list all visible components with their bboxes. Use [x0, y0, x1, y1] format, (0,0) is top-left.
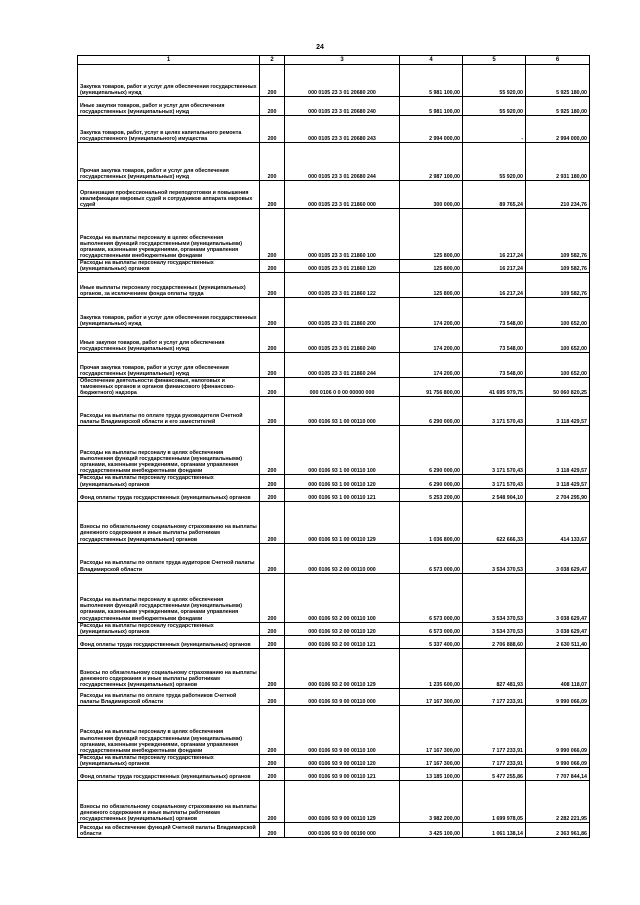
budget-classification-code: 000 0106 0 0 00 00000 000 — [285, 378, 400, 397]
row-label: Закупка товаров, работ, услуг в целях капитального ремонта государственного (муниципального) имущества — [78, 116, 260, 143]
budget-classification-code: 000 0106 93 2 00 00110 121 — [285, 635, 400, 648]
table-row — [78, 260, 590, 273]
row-label: Взносы по обязательному социальному страхованию на выплаты денежного содержания и иные выплаты работникам государственных (муниципальных) органов — [78, 648, 260, 688]
unexecuted-amount: 9 990 066,09 — [526, 705, 590, 754]
unexecuted-amount: 5 925 180,00 — [526, 97, 590, 116]
table-row — [78, 635, 590, 648]
unexecuted-amount: 9 990 066,09 — [526, 754, 590, 767]
budget-classification-code: 000 0106 93 1 00 00110 120 — [285, 475, 400, 488]
executed-amount: 41 695 979,75 — [463, 378, 526, 397]
row-label: Расходы на выплаты персоналу в целях обеспечения выполнения функций государственными (муниципальными) органами, казенными учреждениями, органами управления государственными внебюджетными фондами — [78, 426, 260, 475]
executed-amount: 1 699 978,05 — [463, 781, 526, 823]
budget-classification-code: 000 0106 93 2 00 00110 120 — [285, 622, 400, 635]
table-row — [78, 475, 590, 488]
approved-amount: 1 036 800,00 — [400, 501, 463, 543]
line-code: 200 — [260, 378, 285, 397]
row-label: Фонд оплаты труда государственных (муниципальных) органов — [78, 768, 260, 781]
approved-amount: 5 253 200,00 — [400, 488, 463, 501]
unexecuted-amount: 5 925 180,00 — [526, 65, 590, 97]
row-label: Иные закупки товаров, работ и услуг для обеспечения государственных (муниципальных) нужд — [78, 328, 260, 353]
line-code: 200 — [260, 65, 285, 97]
executed-amount: 1 061 138,14 — [463, 823, 526, 838]
unexecuted-amount: 3 118 429,57 — [526, 397, 590, 426]
budget-classification-code: 000 0106 93 1 00 00110 000 — [285, 397, 400, 426]
budget-classification-code: 000 0106 93 9 00 00110 000 — [285, 688, 400, 705]
executed-amount: 55 920,00 — [463, 65, 526, 97]
executed-amount: 7 177 233,91 — [463, 754, 526, 767]
row-label: Расходы на выплаты по оплате труда руководителя Счетной палаты Владимирской области и его заместителей — [78, 397, 260, 426]
row-label: Взносы по обязательному социальному страхованию на выплаты денежного содержания и иные выплаты работникам государственных (муниципальных) органов — [78, 781, 260, 823]
row-label: Расходы на выплаты персоналу в целях обеспечения выполнения функций государственными (муниципальными) органами, казенными учреждениями, органами управления государственными внебюджетными фондами — [78, 209, 260, 260]
table-header-row — [78, 56, 590, 65]
table-row — [78, 768, 590, 781]
approved-amount: 6 573 000,00 — [400, 543, 463, 573]
table-row — [78, 298, 590, 328]
approved-amount: 6 290 000,00 — [400, 475, 463, 488]
executed-amount: 55 920,00 — [463, 97, 526, 116]
approved-amount: 17 167 300,00 — [400, 754, 463, 767]
row-label: Расходы на выплаты персоналу в целях обеспечения выполнения функций государственными (муниципальными) органами, казенными учреждениями, органами управления государственными внебюджетными фондами — [78, 705, 260, 754]
line-code: 200 — [260, 353, 285, 378]
row-label: Прочая закупка товаров, работ и услуг для обеспечения государственных (муниципальных) нужд — [78, 353, 260, 378]
row-label: Расходы на выплаты персоналу в целях обеспечения выполнения функций государственными (муниципальными) органами, казенными учреждениями, органами управления государственными внебюджетными фондами — [78, 573, 260, 622]
unexecuted-amount: 109 582,76 — [526, 209, 590, 260]
executed-amount: 16 217,24 — [463, 260, 526, 273]
budget-classification-code: 000 0105 23 3 01 21860 244 — [285, 353, 400, 378]
approved-amount: 2 987 100,00 — [400, 143, 463, 181]
executed-amount: 827 481,93 — [463, 648, 526, 688]
unexecuted-amount: 2 704 295,90 — [526, 488, 590, 501]
line-code: 200 — [260, 298, 285, 328]
budget-classification-code: 000 0106 93 1 00 00110 129 — [285, 501, 400, 543]
budget-classification-code: 000 0105 23 3 01 20680 200 — [285, 65, 400, 97]
approved-amount: 5 981 100,00 — [400, 65, 463, 97]
row-label: Прочая закупка товаров, работ и услуг для обеспечения государственных (муниципальных) нужд — [78, 143, 260, 181]
unexecuted-amount: 408 118,07 — [526, 648, 590, 688]
row-label: Иные выплаты персоналу государственных (муниципальных) органов, за исключением фонда оплаты труда — [78, 273, 260, 298]
approved-amount: 6 573 000,00 — [400, 573, 463, 622]
executed-amount: 7 177 233,91 — [463, 688, 526, 705]
budget-classification-code: 000 0105 23 3 01 20680 244 — [285, 143, 400, 181]
executed-amount: 89 765,24 — [463, 181, 526, 209]
unexecuted-amount: 2 994 000,00 — [526, 116, 590, 143]
table-row — [78, 65, 590, 97]
table-row — [78, 353, 590, 378]
line-code: 200 — [260, 635, 285, 648]
executed-amount: 73 548,00 — [463, 328, 526, 353]
table-row — [78, 488, 590, 501]
line-code: 200 — [260, 768, 285, 781]
column-header: 4 — [400, 56, 463, 65]
table-row — [78, 622, 590, 635]
executed-amount: 622 666,33 — [463, 501, 526, 543]
unexecuted-amount: 2 931 180,00 — [526, 143, 590, 181]
budget-classification-code: 000 0105 23 3 01 21860 200 — [285, 298, 400, 328]
budget-classification-code: 000 0106 93 9 00 00190 000 — [285, 823, 400, 838]
row-label: Расходы на выплаты персоналу государственных (муниципальных) органов — [78, 475, 260, 488]
unexecuted-amount: 100 652,00 — [526, 298, 590, 328]
table-row — [78, 143, 590, 181]
table-row — [78, 328, 590, 353]
unexecuted-amount: 2 282 221,95 — [526, 781, 590, 823]
line-code: 200 — [260, 209, 285, 260]
unexecuted-amount: 3 038 629,47 — [526, 543, 590, 573]
budget-classification-code: 000 0105 23 3 01 20680 240 — [285, 97, 400, 116]
unexecuted-amount: 2 630 511,40 — [526, 635, 590, 648]
column-header: 3 — [285, 56, 400, 65]
approved-amount: 91 756 800,00 — [400, 378, 463, 397]
executed-amount: 3 534 370,53 — [463, 622, 526, 635]
line-code: 200 — [260, 688, 285, 705]
budget-classification-code: 000 0106 93 9 00 00110 121 — [285, 768, 400, 781]
table-row — [78, 397, 590, 426]
unexecuted-amount: 3 038 629,47 — [526, 573, 590, 622]
unexecuted-amount: 109 582,76 — [526, 260, 590, 273]
row-label: Фонд оплаты труда государственных (муниципальных) органов — [78, 635, 260, 648]
unexecuted-amount: 3 118 429,57 — [526, 475, 590, 488]
row-label: Фонд оплаты труда государственных (муниципальных) органов — [78, 488, 260, 501]
unexecuted-amount: 2 363 961,86 — [526, 823, 590, 838]
unexecuted-amount: 3 038 629,47 — [526, 622, 590, 635]
approved-amount: 174 200,00 — [400, 298, 463, 328]
line-code: 200 — [260, 273, 285, 298]
budget-classification-code: 000 0105 23 3 01 21860 100 — [285, 209, 400, 260]
line-code: 200 — [260, 181, 285, 209]
line-code: 200 — [260, 573, 285, 622]
table-row — [78, 209, 590, 260]
unexecuted-amount: 100 652,00 — [526, 328, 590, 353]
row-label: Взносы по обязательному социальному страхованию на выплаты денежного содержания и иные выплаты работникам государственных (муниципальных) органов — [78, 501, 260, 543]
line-code: 200 — [260, 397, 285, 426]
row-label: Иные закупки товаров, работ и услуг для обеспечения государственных (муниципальных) нужд — [78, 97, 260, 116]
table-row — [78, 573, 590, 622]
row-label: Расходы на обеспечение функций Счетной палаты Владимирской области — [78, 823, 260, 838]
approved-amount: 300 000,00 — [400, 181, 463, 209]
executed-amount: 55 920,00 — [463, 143, 526, 181]
line-code: 200 — [260, 260, 285, 273]
budget-classification-code: 000 0105 23 3 01 20680 243 — [285, 116, 400, 143]
budget-classification-code: 000 0105 23 3 01 21860 000 — [285, 181, 400, 209]
executed-amount: 16 217,24 — [463, 273, 526, 298]
table-row — [78, 648, 590, 688]
budget-classification-code: 000 0106 93 2 00 00110 129 — [285, 648, 400, 688]
executed-amount: - — [463, 116, 526, 143]
executed-amount: 2 706 888,60 — [463, 635, 526, 648]
line-code: 200 — [260, 705, 285, 754]
line-code: 200 — [260, 488, 285, 501]
table-row — [78, 543, 590, 573]
budget-classification-code: 000 0106 93 9 00 00110 100 — [285, 705, 400, 754]
row-label: Расходы на выплаты персоналу государственных (муниципальных) органов — [78, 260, 260, 273]
approved-amount: 5 337 400,00 — [400, 635, 463, 648]
line-code: 200 — [260, 648, 285, 688]
budget-classification-code: 000 0106 93 2 00 00110 100 — [285, 573, 400, 622]
table-row — [78, 823, 590, 838]
row-label: Обеспечение деятельности финансовых, налоговых и таможенных органов и органов финансового (финансово-бюджетного) надзора — [78, 378, 260, 397]
unexecuted-amount: 210 234,76 — [526, 181, 590, 209]
table-row — [78, 273, 590, 298]
executed-amount: 3 171 570,43 — [463, 475, 526, 488]
column-header: 2 — [260, 56, 285, 65]
budget-classification-code: 000 0105 23 3 01 21860 240 — [285, 328, 400, 353]
executed-amount: 3 171 570,43 — [463, 426, 526, 475]
row-label: Расходы на выплаты персоналу государственных (муниципальных) органов — [78, 754, 260, 767]
budget-classification-code: 000 0106 93 2 00 00110 000 — [285, 543, 400, 573]
approved-amount: 6 290 000,00 — [400, 426, 463, 475]
line-code: 200 — [260, 823, 285, 838]
executed-amount: 3 534 370,53 — [463, 543, 526, 573]
row-label: Расходы на выплаты по оплате труда аудиторов Счетной палаты Владимирской области — [78, 543, 260, 573]
approved-amount: 6 290 000,00 — [400, 397, 463, 426]
approved-amount: 6 573 000,00 — [400, 622, 463, 635]
executed-amount: 5 477 255,86 — [463, 768, 526, 781]
unexecuted-amount: 50 060 820,25 — [526, 378, 590, 397]
approved-amount: 174 200,00 — [400, 353, 463, 378]
approved-amount: 17 167 300,00 — [400, 705, 463, 754]
line-code: 200 — [260, 143, 285, 181]
approved-amount: 125 800,00 — [400, 209, 463, 260]
line-code: 200 — [260, 501, 285, 543]
unexecuted-amount: 414 133,67 — [526, 501, 590, 543]
row-label: Расходы на выплаты персоналу государственных (муниципальных) органов — [78, 622, 260, 635]
executed-amount: 16 217,24 — [463, 209, 526, 260]
executed-amount: 2 548 904,10 — [463, 488, 526, 501]
column-header: 1 — [78, 56, 260, 65]
table-row — [78, 754, 590, 767]
table-row — [78, 501, 590, 543]
line-code: 200 — [260, 475, 285, 488]
line-code: 200 — [260, 622, 285, 635]
approved-amount: 17 167 300,00 — [400, 688, 463, 705]
approved-amount: 2 994 000,00 — [400, 116, 463, 143]
table-row — [78, 781, 590, 823]
approved-amount: 3 982 200,00 — [400, 781, 463, 823]
executed-amount: 7 177 233,91 — [463, 705, 526, 754]
budget-classification-code: 000 0105 23 3 01 21860 122 — [285, 273, 400, 298]
table-row — [78, 426, 590, 475]
table-body — [78, 56, 590, 838]
row-label: Закупка товаров, работ и услуг для обеспечения государственных (муниципальных) нужд — [78, 298, 260, 328]
row-label: Организация профессиональной переподготовки и повышения квалификации мировых судей и сотрудников аппарата мировых судей — [78, 181, 260, 209]
page-number: 24 — [316, 44, 324, 51]
table-row — [78, 181, 590, 209]
executed-amount: 3 534 370,53 — [463, 573, 526, 622]
approved-amount: 5 981 100,00 — [400, 97, 463, 116]
line-code: 200 — [260, 543, 285, 573]
executed-amount: 73 548,00 — [463, 298, 526, 328]
budget-classification-code: 000 0105 23 3 01 21860 120 — [285, 260, 400, 273]
budget-execution-table — [77, 55, 590, 838]
unexecuted-amount: 9 990 066,09 — [526, 688, 590, 705]
executed-amount: 73 548,00 — [463, 353, 526, 378]
column-header: 5 — [463, 56, 526, 65]
row-label: Закупка товаров, работ и услуг для обеспечения государственных (муниципальных) нужд — [78, 65, 260, 97]
table-row — [78, 378, 590, 397]
budget-classification-code: 000 0106 93 9 00 00110 129 — [285, 781, 400, 823]
column-header: 6 — [526, 56, 590, 65]
approved-amount: 125 800,00 — [400, 260, 463, 273]
approved-amount: 1 235 600,00 — [400, 648, 463, 688]
line-code: 200 — [260, 781, 285, 823]
table-row — [78, 688, 590, 705]
budget-classification-code: 000 0106 93 1 00 00110 121 — [285, 488, 400, 501]
approved-amount: 174 200,00 — [400, 328, 463, 353]
line-code: 200 — [260, 426, 285, 475]
budget-classification-code: 000 0106 93 1 00 00110 100 — [285, 426, 400, 475]
table-row — [78, 97, 590, 116]
unexecuted-amount: 3 118 429,57 — [526, 426, 590, 475]
line-code: 200 — [260, 97, 285, 116]
approved-amount: 3 425 100,00 — [400, 823, 463, 838]
table-row — [78, 705, 590, 754]
budget-classification-code: 000 0106 93 9 00 00110 120 — [285, 754, 400, 767]
line-code: 200 — [260, 754, 285, 767]
unexecuted-amount: 7 707 844,14 — [526, 768, 590, 781]
line-code: 200 — [260, 116, 285, 143]
line-code: 200 — [260, 328, 285, 353]
unexecuted-amount: 109 582,76 — [526, 273, 590, 298]
unexecuted-amount: 100 652,00 — [526, 353, 590, 378]
approved-amount: 13 185 100,00 — [400, 768, 463, 781]
row-label: Расходы на выплаты по оплате труда работников Счетной палаты Владимирской области — [78, 688, 260, 705]
table-row — [78, 116, 590, 143]
executed-amount: 3 171 570,43 — [463, 397, 526, 426]
approved-amount: 125 800,00 — [400, 273, 463, 298]
